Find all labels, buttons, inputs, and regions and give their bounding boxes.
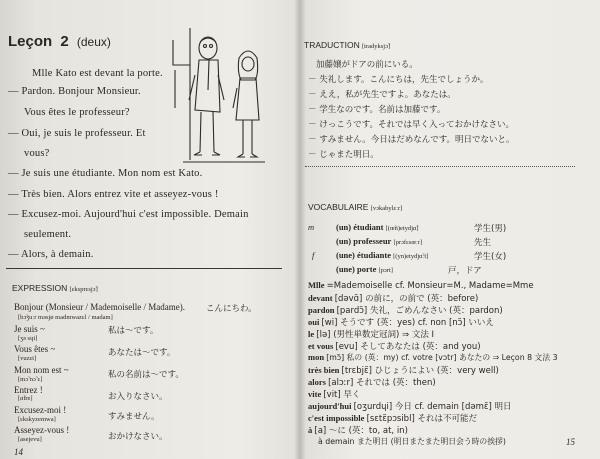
- noun-jp: 学生(女): [474, 252, 507, 262]
- expression-fr: Je suis ~: [14, 324, 45, 334]
- expression-ipa: [ɑ̃tre]: [18, 395, 33, 402]
- noun-entry: (une) étudiante [(yn)etydjɑ̃ːt]: [336, 250, 429, 260]
- translation-line: － じゃまた明日。: [308, 150, 379, 160]
- expression-heading: EXPRESSION [ɛksprɛsjɔ̃]: [12, 283, 98, 293]
- vocab-line: très bien [trɛbjɛ̃] ひじょうによい (英：very well): [308, 365, 499, 376]
- dialogue-line: vous?: [24, 148, 50, 159]
- expression-jp: こんにちわ。: [206, 304, 257, 314]
- noun-entry: (une) porte [pɔrt]: [336, 264, 393, 274]
- vocab-line: mon [mɔ̃] 私の (英：my) cf. votre [vɔtr] あなたの ⇒ Leçon 8 文法 3: [308, 352, 558, 362]
- expression-fr: Asseyez-vous !: [14, 425, 70, 435]
- dialogue-line: — Je suis une étudiante. Mon nom est Kato.: [8, 168, 203, 179]
- vocab-line: à demain また明日 (明日またまた明日会う時の挨拶): [318, 437, 506, 446]
- noun-jp: 学生(男): [474, 224, 507, 234]
- vocab-line: alors [alɔːr] それでは (英：then): [308, 377, 436, 388]
- vocab-heading: VOCABULAIRE [vɔkabylɛːr]: [308, 202, 403, 212]
- vocab-line: pardon [pardɔ̃] 失礼，ごめんなさい (英：pardon): [308, 305, 503, 316]
- vocab-line: Mlle =Mademoiselle cf. Monsieur=M., Madame=Mme: [308, 280, 534, 291]
- expression-fr: Bonjour (Monsieur / Mademoiselle / Madame).: [14, 302, 185, 312]
- expression-ipa: [ɛkskyzemwa]: [18, 416, 56, 423]
- vocab-line: à [a] ～に (英：to, at, in): [308, 425, 408, 436]
- lesson-title: Leçon 2 (deux): [8, 33, 111, 50]
- expression-fr: Vous êtes ~: [14, 344, 56, 354]
- vocab-line: vite [vit] 早く: [308, 389, 361, 400]
- expression-fr: Excusez-moi !: [14, 405, 67, 415]
- noun-gender: m: [308, 222, 315, 232]
- translation-line: － すみません。今日はだめなんです。明日でないと。: [308, 135, 515, 145]
- translation-line: － 学生なのです。名前は加藤です。: [308, 105, 446, 115]
- translation-line: － 失礼します。こんにちは，先生でしょうか。: [308, 75, 489, 85]
- stage-direction: Mlle Kato est devant la porte.: [32, 68, 163, 79]
- expression-fr: Entrez !: [14, 385, 43, 395]
- divider: [305, 166, 575, 167]
- dialogue-line: Vous êtes le professeur?: [24, 107, 130, 118]
- expression-ipa: [ʒə sɥi]: [18, 335, 38, 342]
- noun-entry: (un) étudiant [(œ̃n)etydjɑ̃]: [336, 222, 419, 232]
- dialogue-line: — Pardon. Bonjour Monsieur.: [8, 86, 141, 97]
- vocab-line: et vous [evu] そしてあなたは (英：and you): [308, 341, 481, 352]
- noun-entry: (un) professeur [prɔfɛsœːr]: [336, 236, 423, 246]
- noun-jp: 戸，ドア: [448, 266, 482, 276]
- expression-ipa: [mɔ̃ nɔ̃ ɛ]: [18, 376, 43, 383]
- translation-line: － ええ，私が先生ですよ。あなたは。: [308, 90, 456, 100]
- expression-ipa: [asejevu]: [18, 436, 42, 443]
- noun-jp: 先生: [474, 238, 492, 248]
- expression-ipa: [vuzɛt]: [18, 355, 37, 362]
- dialogue-line: — Très bien. Alors entrez vite et asseyez-vous !: [8, 189, 219, 200]
- divider: [6, 268, 282, 269]
- vocab-line: le [lə] (男性単数定冠詞) ⇒ 文法 I: [308, 329, 435, 340]
- expression-jp: 私の名前は～です。: [108, 370, 184, 380]
- page-number: 14: [14, 447, 23, 457]
- vocab-line: oui [wi] そうです (英：yes) cf. non [nɔ̃] いいえ: [308, 317, 494, 328]
- vocab-line: c'est impossible [sɛtɛ̃pɔsibl] それは不可能だ: [308, 413, 477, 424]
- illustration-teacher-student: [165, 20, 275, 170]
- expression-jp: すみません。: [108, 412, 160, 422]
- expression-ipa: [bɔ̃ʒuːr məsjø madmwazɛl / madam]: [18, 314, 113, 321]
- translation-line: 加藤嬢がドアの前にいる。: [316, 60, 418, 70]
- expression-jp: 私は～です。: [108, 326, 159, 336]
- expression-jp: あなたは～です。: [108, 348, 176, 358]
- dialogue-line: — Excusez-moi. Aujourd'hui c'est impossible. Demain: [8, 209, 249, 220]
- expression-jp: お入りなさい。: [108, 392, 168, 402]
- expression-jp: おかけなさい。: [108, 432, 168, 442]
- noun-gender: f: [312, 250, 315, 260]
- vocab-line: aujourd'hui [oʒurdɥi] 今日 cf. demain [dəmɛ̃] 明日: [308, 401, 512, 412]
- page-number: 15: [566, 437, 575, 447]
- vocab-line: devant [dəvɑ̃] の前に，の前で (英：before): [308, 293, 479, 304]
- dialogue-line: — Alors, à demain.: [8, 249, 94, 260]
- dialogue-line: — Oui, je suis le professeur. Et: [8, 128, 146, 139]
- dialogue-line: seulement.: [24, 229, 72, 240]
- translation-line: － けっこうです。それでは早く入っておかけなさい。: [308, 120, 515, 130]
- expression-fr: Mon nom est ~: [14, 365, 69, 375]
- translation-heading: TRADUCTION [tradyksjɔ̃]: [304, 40, 391, 50]
